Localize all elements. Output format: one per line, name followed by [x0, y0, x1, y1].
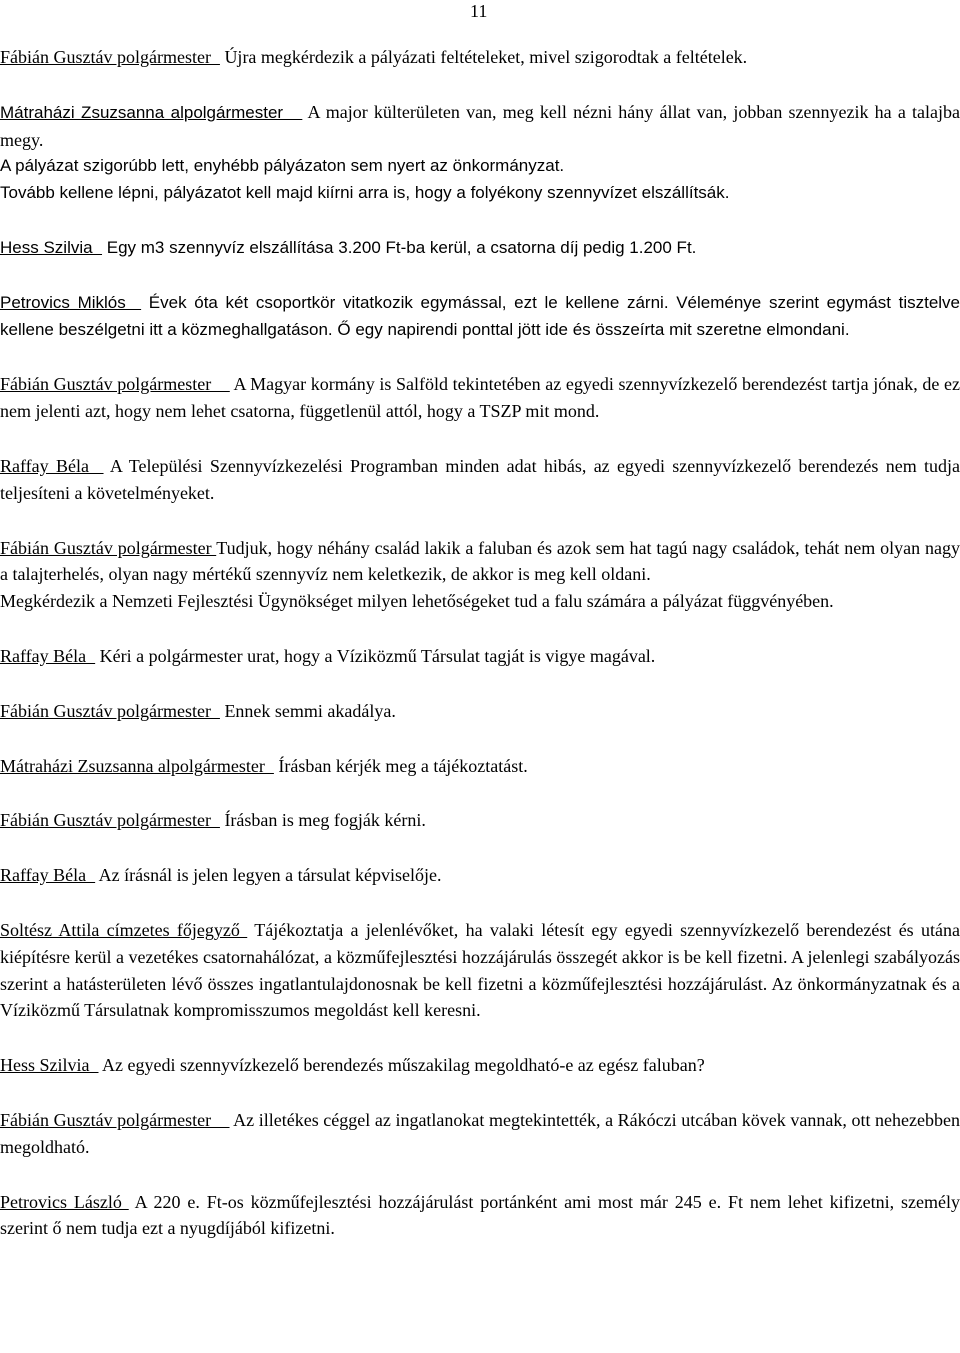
- statement-text: Írásban kérjék meg a tájékoztatást.: [273, 755, 528, 776]
- minutes-body: [0, 44, 960, 1242]
- paragraph: [0, 535, 960, 615]
- statement-text: A Települési Szennyvízkezelési Programban minden adat hibás, az egyedi szennyvízkezelő berendezés nem tudja teljesíteni a követelményeket.: [0, 455, 960, 503]
- paragraph: [0, 453, 960, 507]
- statement-line: Megkérdezik a Nemzeti Fejlesztési Ügynökséget milyen lehetőségeket tud a falu számára a pályázat függvényében.: [0, 591, 834, 612]
- statement-text: A Magyar kormány is Salföld tekintetében az egyedi szennyvízkezelő berendezést tartja jónak, de ez nem jelenti azt, hogy nem lehet csatorna, függetlenül attól, hogy a TSZP mit mond.: [0, 374, 960, 422]
- statement-text: Tájékoztatja a jelenlévőket, ha valaki létesít egy egyedi szennyvízkezelő berendezést és utána kiépítésre kerül a vezetékes csatornahálózat, a közműfejlesztési hozzájárulás összegét akkor is be kell fizetni. A jelenlegi szabályozás szerint a hatásterületen lévő összes ingatlantulajdonosnak be kell fizetni a közműfejlesztési hozzájárulást. Az önkormányzatnak és a Víziközmű Társulatnak kompromisszumos megoldást kell keresni.: [0, 919, 960, 1021]
- speaker-name: Fábián Gusztáv polgármester: [0, 700, 220, 721]
- statement-text: Az egyedi szennyvízkezelő berendezés műszakilag megoldható-e az egész faluban?: [98, 1055, 705, 1076]
- speaker-name: Fábián Gusztáv polgármester: [0, 47, 220, 67]
- paragraph: [0, 917, 960, 1024]
- paragraph: [0, 807, 960, 834]
- paragraph: [0, 44, 960, 71]
- paragraph: [0, 643, 960, 670]
- statement-text: Egy m3 szennyvíz elszállítása 3.200 Ft-ba kerül, a csatorna díj pedig 1.200 Ft.: [102, 237, 697, 257]
- paragraph: [0, 698, 960, 725]
- speaker-name: Petrovics Miklós: [0, 292, 142, 312]
- statement-text: Ennek semmi akadálya.: [219, 700, 396, 721]
- statement-line: Tovább kellene lépni, pályázatot kell majd kiírni arra is, hogy a folyékony szennyvízet elszállítsák.: [0, 183, 730, 203]
- speaker-name: Raffay Béla: [0, 645, 96, 666]
- speaker-name: Raffay Béla: [0, 455, 104, 476]
- paragraph: [0, 1189, 960, 1243]
- statement-text: Az írásnál is jelen legyen a társulat képviselője.: [95, 865, 442, 886]
- paragraph: [0, 1107, 960, 1161]
- speaker-name: Petrovics László: [0, 1191, 129, 1212]
- speaker-name: Fábián Gusztáv polgármester: [0, 1109, 230, 1130]
- speaker-name: Fábián Gusztáv polgármester: [0, 537, 217, 558]
- statement-line: A pályázat szigorúbb lett, enyhébb pályázaton sem nyert az önkormányzat.: [0, 156, 565, 176]
- speaker-name: Fábián Gusztáv polgármester: [0, 374, 230, 395]
- paragraph: [0, 290, 960, 344]
- page-number: 11: [470, 1, 488, 21]
- speaker-name: Hess Szilvia: [0, 1055, 99, 1076]
- speaker-name: Hess Szilvia: [0, 237, 103, 257]
- speaker-name: Mátraházi Zsuzsanna alpolgármester: [0, 755, 274, 776]
- paragraph: [0, 862, 960, 889]
- speaker-name: Mátraházi Zsuzsanna alpolgármester: [0, 102, 303, 122]
- paragraph: [0, 235, 960, 262]
- statement-text: A major külterületen van, meg kell nézni hány állat van, jobban szennyezik ha a talajba megy.: [0, 101, 960, 150]
- statement-text: A 220 e. Ft-os közműfejlesztési hozzájárulást portánként ami most már 245 e. Ft nem lehet kifizetni, személy szerint ő nem tudja ezt a nyugdíjából kifizetni.: [0, 1191, 960, 1239]
- speaker-name: Fábián Gusztáv polgármester: [0, 810, 220, 831]
- statement-text: Az illetékes céggel az ingatlanokat megtekintették, a Rákóczi utcában kövek vannak, ott nehezebben megoldható.: [0, 1109, 960, 1157]
- speaker-name: Raffay Béla: [0, 865, 96, 886]
- paragraph: [0, 1052, 960, 1079]
- paragraph: [0, 753, 960, 780]
- speaker-name: Soltész Attila címzetes főjegyző: [0, 919, 248, 940]
- paragraph: [0, 371, 960, 425]
- paragraph: [0, 99, 960, 207]
- statement-text: Tudjuk, hogy néhány család lakik a faluban és azok sem hat tagú nagy családok, tehát nem olyan nagy a talajterhelés, olyan nagy mértékű szennyvíz nem keletkezik, de akkor is meg kell oldani.: [0, 537, 960, 585]
- statement-text: Kéri a polgármester urat, hogy a Víziközmű Társulat tagját is vigye magával.: [95, 645, 656, 666]
- statement-text: Újra megkérdezik a pályázati feltételeket, mivel szigorodtak a feltételek.: [219, 47, 748, 67]
- statement-text: Évek óta két csoportkör vitatkozik egymással, ezt le kellene zárni. Véleménye szerint egymást tisztelve kellene beszélgetni itt a közmeghallgatáson. Ő egy napirendi ponttal jött ide és összeírta mit szeretne elmondani.: [0, 292, 960, 339]
- statement-text: Írásban is meg fogják kérni.: [219, 810, 426, 831]
